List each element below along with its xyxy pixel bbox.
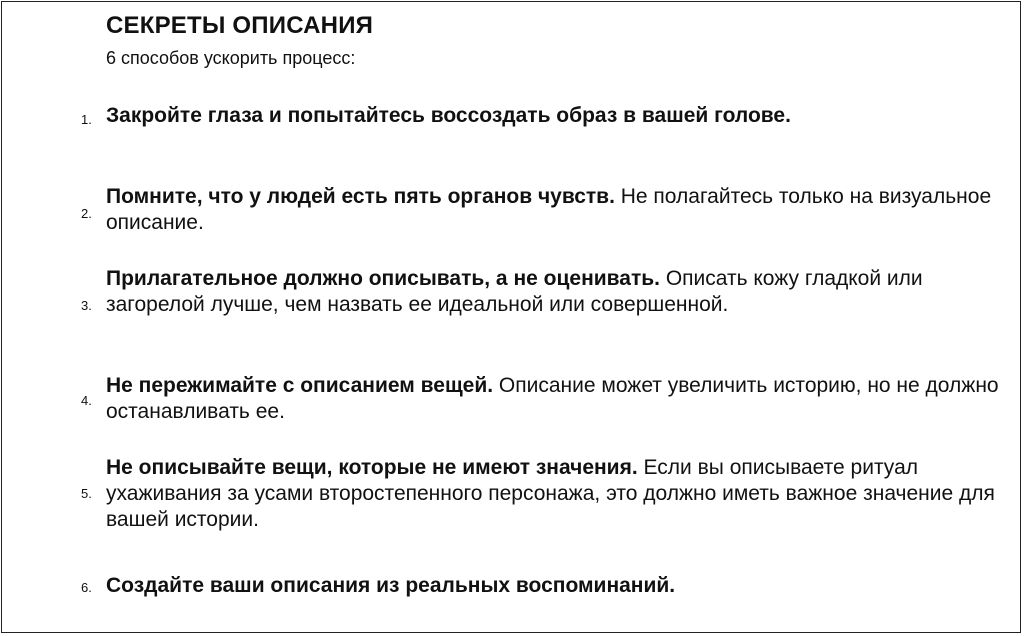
item-body-text: Если вы описываете ритуал ухаживания за усами второстепенного персонажа, это должно иметь важное значение для вашей истории. xyxy=(106,456,995,531)
slide-title: СЕКРЕТЫ ОПИСАНИЯ xyxy=(106,12,374,39)
item-body-text: Не полагайтесь только на визуальное описание. xyxy=(106,185,992,234)
item-text xyxy=(106,184,1006,236)
item-bold-text: Не описывайте вещи, которые не имеют значения. xyxy=(106,456,638,479)
item-number: 2. xyxy=(81,206,92,221)
item-number: 3. xyxy=(81,298,92,313)
item-number: 4. xyxy=(81,393,92,408)
item-bold-text: Создайте ваши описания из реальных воспоминаний. xyxy=(106,574,676,597)
item-body-text: Описание может увеличить историю, но не должно останавливать ее. xyxy=(106,374,999,423)
item-body-text: Описать кожу гладкой или загорелой лучше, чем назвать ее идеальной или совершенной. xyxy=(106,267,923,316)
item-bold-text: Помните, что у людей есть пять органов чувств. xyxy=(106,185,615,208)
item-number: 6. xyxy=(81,580,92,595)
item-text xyxy=(106,103,1006,129)
item-number: 1. xyxy=(81,112,92,127)
item-text xyxy=(106,373,1006,425)
item-bold-text: Прилагательное должно описывать, а не оценивать. xyxy=(106,267,660,290)
slide-subtitle: 6 способов ускорить процесс: xyxy=(106,48,356,68)
item-text xyxy=(106,573,1006,599)
item-bold-text: Не пережимайте с описанием вещей. xyxy=(106,374,494,397)
slide xyxy=(1,1,1021,633)
item-bold-text: Закройте глаза и попытайтесь воссоздать образ в вашей голове. xyxy=(106,104,791,127)
item-text xyxy=(106,455,1006,533)
item-text xyxy=(106,266,1006,318)
item-number: 5. xyxy=(81,486,92,501)
